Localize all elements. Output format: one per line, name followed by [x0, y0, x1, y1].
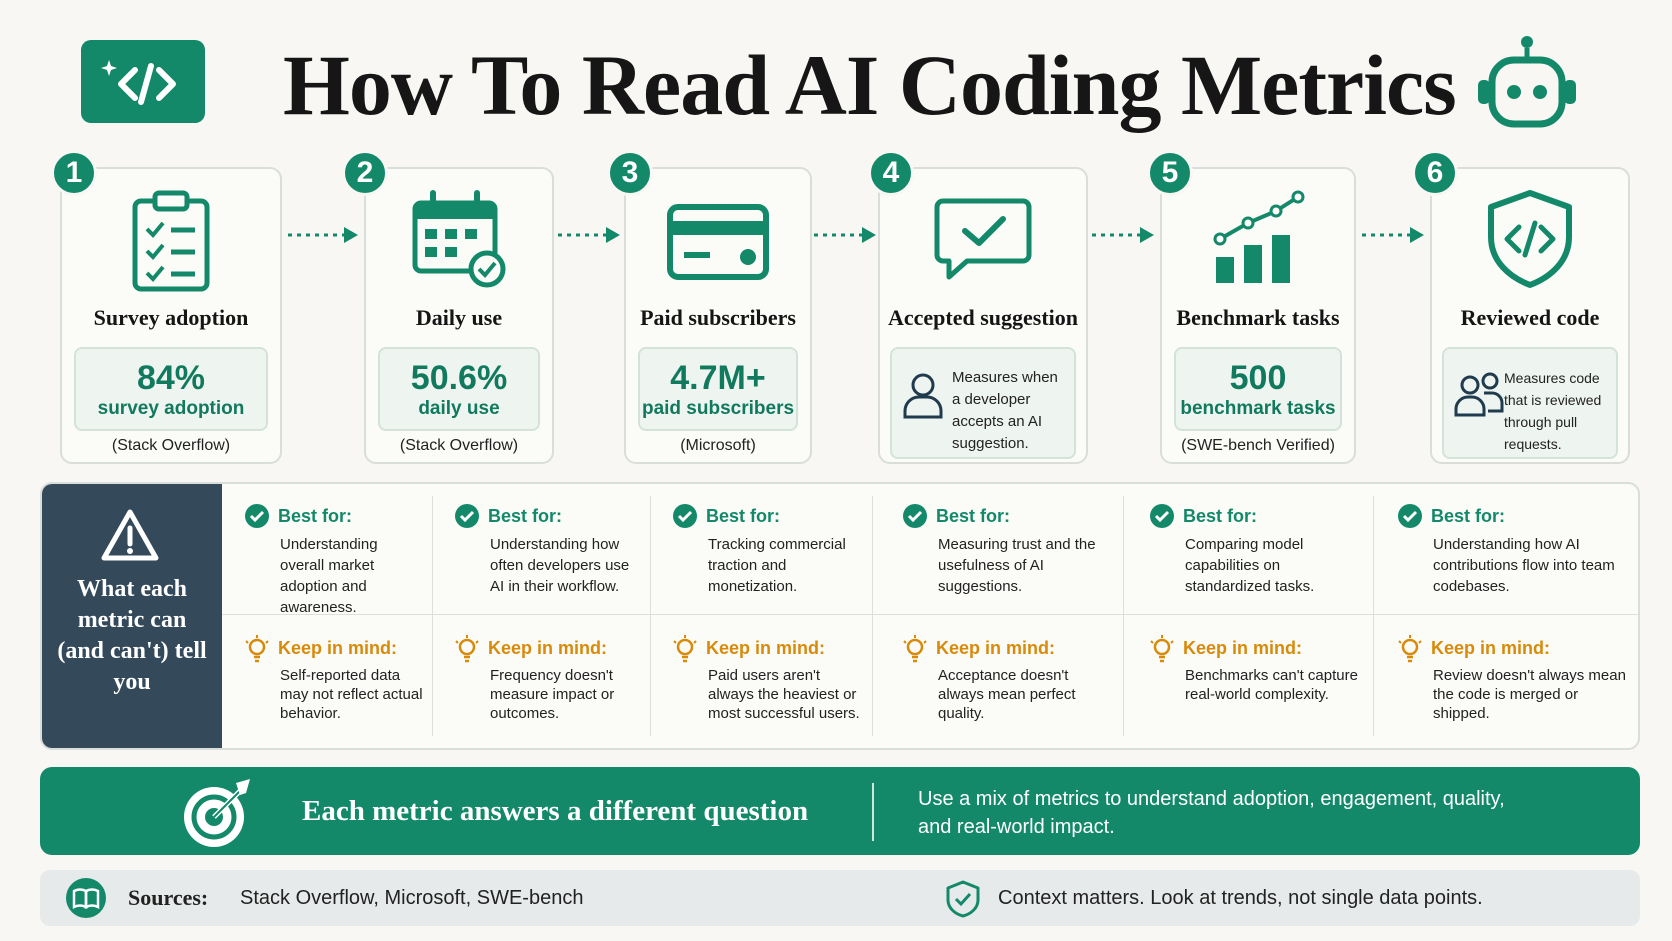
check-circle-icon — [1397, 503, 1423, 529]
best-for-label: Best for: — [1183, 506, 1258, 526]
guidance-heading: What each metric can (and can't) tell you — [57, 576, 207, 695]
column-divider — [650, 496, 651, 736]
guidance-column — [434, 484, 650, 748]
banner-title: Each metric answers a different question — [302, 795, 809, 827]
calendar-check-icon — [409, 189, 509, 289]
check-circle-icon — [672, 503, 698, 529]
keep-in-mind-block — [902, 636, 1115, 723]
lightbulb-icon — [454, 635, 480, 663]
arrow-right-icon — [1362, 225, 1426, 245]
check-circle-icon — [454, 503, 480, 529]
stat-value: 4.7M+ — [670, 359, 766, 397]
guidance-panel — [40, 482, 1640, 750]
page-title: How To Read AI Coding Metrics — [283, 37, 1456, 133]
stat-source: (Stack Overflow) — [399, 437, 519, 454]
stat-box — [378, 347, 540, 431]
key-takeaway-banner — [40, 767, 1640, 855]
sources-footer — [40, 870, 1640, 926]
lightbulb-icon — [1397, 635, 1423, 663]
metric-description: Measures when a developer accepts an AI suggestion. — [952, 369, 1058, 452]
metric-description: Measures code that is reviewed through pull requests. — [1504, 370, 1602, 452]
description-box — [890, 347, 1076, 459]
shield-code-icon — [1485, 189, 1575, 289]
step-number-4: 4 — [868, 150, 914, 196]
user-icon — [902, 371, 944, 419]
sources-label: Sources: — [128, 885, 209, 910]
stat-value: 500 — [1229, 359, 1287, 397]
metric-card-reviewed-code — [1430, 167, 1630, 464]
arrow-right-icon — [1092, 225, 1156, 245]
lightbulb-icon — [244, 635, 270, 663]
best-for-block — [902, 504, 1115, 597]
arrow-right-icon — [288, 225, 360, 245]
best-for-text: Understanding how often developers use AI in their workflow. — [490, 536, 630, 595]
keep-in-mind-text: Self-reported data may not reflect actual behavior. — [280, 667, 423, 722]
shield-check-icon — [946, 880, 980, 918]
keep-in-mind-text: Benchmarks can't capture real-world complexity. — [1185, 667, 1358, 703]
keep-in-mind-label: Keep in mind: — [936, 638, 1056, 658]
stat-value: 50.6% — [410, 359, 508, 397]
best-for-text: Understanding overall market adoption and awareness. — [280, 536, 378, 616]
column-divider — [1123, 496, 1124, 736]
stat-source: (Microsoft) — [680, 437, 756, 454]
keep-in-mind-text: Review doesn't always mean the code is merged or shipped. — [1433, 667, 1626, 722]
lightbulb-icon — [672, 635, 698, 663]
stat-box — [1174, 347, 1342, 431]
column-divider — [432, 496, 433, 736]
check-circle-icon — [1149, 503, 1175, 529]
best-for-block — [244, 504, 424, 618]
bar-chart-trend-icon — [1206, 189, 1310, 289]
metric-title: Benchmark tasks — [1176, 305, 1340, 330]
metric-card-paid-subscribers — [624, 167, 812, 464]
sources-list: Stack Overflow, Microsoft, SWE-bench — [240, 887, 584, 909]
stat-source: (Stack Overflow) — [111, 437, 231, 454]
column-divider — [1373, 496, 1374, 736]
book-icon — [64, 878, 108, 918]
description-box — [1442, 347, 1618, 459]
best-for-block — [1397, 504, 1632, 597]
guidance-column — [224, 484, 432, 748]
users-group-icon — [1454, 371, 1504, 417]
keep-in-mind-label: Keep in mind: — [706, 638, 826, 658]
metric-card-benchmark-tasks — [1160, 167, 1356, 464]
banner-divider — [872, 783, 874, 841]
keep-in-mind-text: Paid users aren't always the heaviest or most successful users. — [708, 667, 860, 722]
metric-title: Paid subscribers — [640, 305, 796, 330]
check-circle-icon — [902, 503, 928, 529]
guidance-column — [1375, 484, 1640, 748]
robot-icon — [1474, 34, 1580, 132]
best-for-text: Tracking commercial traction and monetization. — [708, 536, 846, 595]
metric-card-survey-adoption — [60, 167, 282, 464]
stat-box — [74, 347, 268, 431]
step-number-1: 1 — [51, 150, 97, 196]
keep-in-mind-block — [244, 636, 424, 723]
lightbulb-icon — [1149, 635, 1175, 663]
best-for-block — [454, 504, 642, 597]
metric-title: Reviewed code — [1460, 305, 1600, 330]
best-for-label: Best for: — [1431, 506, 1506, 526]
guidance-column — [1125, 484, 1373, 748]
guidance-heading-panel — [42, 484, 222, 748]
guidance-column — [652, 484, 872, 748]
keep-in-mind-block — [1397, 636, 1632, 723]
keep-in-mind-text: Frequency doesn't measure impact or outcomes. — [490, 667, 615, 722]
stat-source: (SWE-bench Verified) — [1181, 437, 1335, 454]
keep-in-mind-label: Keep in mind: — [1431, 638, 1551, 658]
metric-title: Accepted suggestion — [887, 305, 1079, 330]
stat-box — [638, 347, 798, 431]
stat-label: survey adoption — [97, 398, 245, 419]
metric-card-accepted-suggestion — [878, 167, 1088, 464]
best-for-text: Understanding how AI contributions flow into team codebases. — [1433, 536, 1615, 595]
best-for-label: Best for: — [936, 506, 1011, 526]
arrow-right-icon — [814, 225, 878, 245]
target-arrow-icon — [180, 777, 256, 849]
keep-in-mind-block — [454, 636, 642, 723]
keep-in-mind-label: Keep in mind: — [1183, 638, 1303, 658]
metric-title: Daily use — [415, 305, 503, 330]
column-divider — [872, 496, 873, 736]
step-number-6: 6 — [1412, 150, 1458, 196]
best-for-block — [1149, 504, 1365, 597]
logo-badge — [81, 40, 205, 123]
metric-card-daily-use — [364, 167, 554, 464]
best-for-label: Best for: — [706, 506, 781, 526]
stat-value: 84% — [136, 359, 206, 397]
warning-triangle-icon — [100, 508, 160, 562]
best-for-label: Best for: — [488, 506, 563, 526]
step-number-5: 5 — [1147, 150, 1193, 196]
metric-title: Survey adoption — [93, 305, 249, 330]
credit-card-icon — [666, 189, 770, 289]
banner-text: Use a mix of metrics to understand adoption, engagement, quality, and real-world impact. — [918, 788, 1505, 838]
arrow-right-icon — [558, 225, 622, 245]
stat-label: daily use — [418, 398, 500, 419]
keep-in-mind-text: Acceptance doesn't always mean perfect quality. — [938, 667, 1076, 722]
stat-label: benchmark tasks — [1180, 398, 1336, 419]
code-brackets-icon — [95, 52, 191, 112]
step-number-3: 3 — [607, 150, 653, 196]
keep-in-mind-label: Keep in mind: — [278, 638, 398, 658]
clipboard-checklist-icon — [129, 189, 213, 293]
best-for-label: Best for: — [278, 506, 353, 526]
best-for-text: Measuring trust and the usefulness of AI suggestions. — [938, 536, 1096, 595]
keep-in-mind-label: Keep in mind: — [488, 638, 608, 658]
best-for-text: Comparing model capabilities on standardized tasks. — [1185, 536, 1315, 595]
lightbulb-icon — [902, 635, 928, 663]
best-for-block — [672, 504, 864, 597]
keep-in-mind-block — [672, 636, 864, 723]
context-note: Context matters. Look at trends, not single data points. — [998, 887, 1483, 909]
guidance-column — [874, 484, 1123, 748]
step-number-2: 2 — [342, 150, 388, 196]
chat-check-icon — [933, 189, 1033, 289]
stat-label: paid subscribers — [641, 398, 795, 419]
keep-in-mind-block — [1149, 636, 1365, 704]
check-circle-icon — [244, 503, 270, 529]
